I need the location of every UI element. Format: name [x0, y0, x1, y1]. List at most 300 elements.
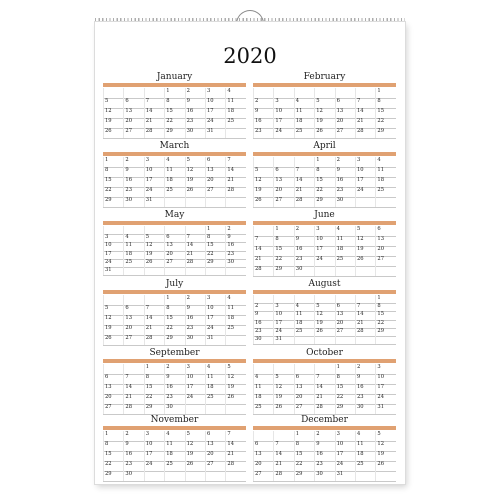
day-cell — [355, 266, 375, 276]
day-cell: 14 — [294, 177, 314, 187]
day-cell: 29 — [205, 259, 225, 267]
week-row — [253, 128, 396, 139]
day-cell: 23 — [355, 394, 375, 404]
day-cell: 22 — [164, 118, 184, 128]
day-cell: 21 — [355, 320, 375, 328]
day-cell: 6 — [103, 374, 123, 384]
day-cell: 16 — [225, 242, 245, 250]
day-cell: 4 — [253, 374, 273, 384]
month-december — [253, 415, 396, 480]
day-cell: 11 — [355, 441, 375, 451]
weekday-header-band — [253, 83, 396, 87]
day-cell: 27 — [103, 404, 123, 414]
day-cell: 21 — [273, 461, 293, 471]
day-cell — [123, 226, 143, 234]
day-cell: 18 — [375, 177, 395, 187]
day-cell: 6 — [335, 98, 355, 108]
day-cell: 29 — [375, 128, 395, 138]
day-cell: 5 — [355, 226, 375, 236]
day-cell: 26 — [314, 328, 334, 336]
month-november — [103, 415, 246, 480]
day-cell: 4 — [164, 157, 184, 167]
day-cell — [335, 336, 355, 344]
day-cell: 2 — [253, 98, 273, 108]
day-cell: 19 — [314, 320, 334, 328]
day-cell: 1 — [103, 431, 123, 441]
day-cell: 3 — [314, 226, 334, 236]
day-cell: 9 — [355, 374, 375, 384]
day-cell: 18 — [253, 394, 273, 404]
day-cell: 6 — [164, 234, 184, 242]
day-cell: 10 — [205, 98, 225, 108]
day-cell: 7 — [273, 441, 293, 451]
day-cell: 25 — [123, 259, 143, 267]
day-cell: 15 — [164, 108, 184, 118]
day-cell — [205, 471, 225, 481]
day-cell: 12 — [103, 108, 123, 118]
day-cell: 4 — [335, 226, 355, 236]
day-cell: 31 — [273, 336, 293, 344]
day-cell: 11 — [335, 236, 355, 246]
day-cell: 31 — [205, 128, 225, 138]
day-cell: 5 — [273, 374, 293, 384]
day-cell: 6 — [253, 441, 273, 451]
day-cell — [335, 88, 355, 98]
day-cell: 28 — [314, 404, 334, 414]
day-cell: 6 — [294, 374, 314, 384]
day-cell: 1 — [375, 295, 395, 303]
day-cell: 18 — [123, 251, 143, 259]
day-cell: 6 — [205, 431, 225, 441]
month-name: October — [306, 348, 343, 358]
day-cell: 26 — [314, 128, 334, 138]
week-row — [253, 197, 396, 208]
day-cell: 30 — [335, 197, 355, 207]
day-cell — [225, 128, 245, 138]
day-cell: 12 — [103, 315, 123, 325]
day-cell: 26 — [103, 128, 123, 138]
day-cell: 21 — [294, 187, 314, 197]
day-cell: 11 — [225, 98, 245, 108]
day-cell: 10 — [144, 167, 164, 177]
week-row — [103, 197, 246, 208]
day-cell: 5 — [314, 98, 334, 108]
day-cell: 9 — [225, 234, 245, 242]
day-cell: 14 — [314, 384, 334, 394]
day-cell: 3 — [205, 295, 225, 305]
weekday-header-band — [253, 152, 396, 156]
day-cell: 24 — [355, 187, 375, 197]
month-name: July — [165, 279, 184, 289]
day-cell — [355, 336, 375, 344]
day-cell: 23 — [294, 256, 314, 266]
day-cell — [123, 267, 143, 275]
day-cell: 19 — [253, 187, 273, 197]
day-cell: 7 — [144, 305, 164, 315]
day-cell: 12 — [314, 108, 334, 118]
day-cell: 26 — [253, 197, 273, 207]
day-cell: 13 — [273, 177, 293, 187]
day-cell: 1 — [164, 295, 184, 305]
day-cell: 20 — [273, 187, 293, 197]
day-cell: 3 — [103, 234, 123, 242]
day-cell: 4 — [294, 98, 314, 108]
month-april — [253, 141, 396, 206]
month-name: November — [150, 415, 199, 425]
day-cell: 18 — [225, 315, 245, 325]
day-cell: 27 — [375, 256, 395, 266]
month-name: September — [149, 348, 200, 358]
month-name: May — [164, 210, 185, 220]
day-cell: 21 — [185, 251, 205, 259]
day-cell: 16 — [294, 246, 314, 256]
day-cell: 27 — [273, 197, 293, 207]
year-title: 2020 — [223, 44, 277, 68]
day-cell: 16 — [123, 451, 143, 461]
day-cell: 18 — [164, 451, 184, 461]
day-cell: 13 — [164, 242, 184, 250]
day-cell: 4 — [355, 431, 375, 441]
day-cell: 23 — [253, 128, 273, 138]
day-cell: 8 — [205, 234, 225, 242]
day-cell — [185, 267, 205, 275]
day-cell — [314, 336, 334, 344]
day-cell — [273, 431, 293, 441]
day-cell: 4 — [375, 157, 395, 167]
day-cell: 29 — [335, 404, 355, 414]
day-cell: 27 — [335, 328, 355, 336]
day-cell: 20 — [253, 461, 273, 471]
day-cell: 31 — [335, 471, 355, 481]
day-cell — [185, 197, 205, 207]
day-cell — [103, 295, 123, 305]
month-august — [253, 279, 396, 344]
day-cell: 12 — [225, 374, 245, 384]
day-cell: 3 — [273, 98, 293, 108]
day-cell: 26 — [355, 256, 375, 266]
day-cell: 28 — [144, 128, 164, 138]
day-cell: 20 — [335, 320, 355, 328]
day-cell: 6 — [123, 98, 143, 108]
week-row — [253, 471, 396, 482]
day-cell: 29 — [314, 197, 334, 207]
day-cell — [185, 404, 205, 414]
day-cell: 2 — [164, 364, 184, 374]
day-cell: 11 — [123, 242, 143, 250]
day-cell — [253, 295, 273, 303]
week-row — [253, 404, 396, 415]
day-cell: 24 — [103, 259, 123, 267]
calendar-sheet — [95, 22, 405, 484]
day-cell: 9 — [185, 98, 205, 108]
day-cell: 20 — [335, 118, 355, 128]
day-cell: 4 — [294, 303, 314, 311]
day-cell: 10 — [185, 374, 205, 384]
day-cell: 10 — [273, 311, 293, 319]
day-cell: 11 — [164, 441, 184, 451]
day-cell: 8 — [375, 98, 395, 108]
day-cell: 5 — [103, 305, 123, 315]
day-cell: 15 — [164, 315, 184, 325]
day-cell: 23 — [253, 328, 273, 336]
day-cell — [294, 157, 314, 167]
month-name: January — [156, 72, 193, 82]
day-cell: 21 — [123, 394, 143, 404]
day-cell — [164, 226, 184, 234]
day-cell: 28 — [144, 335, 164, 345]
day-cell — [375, 197, 395, 207]
day-cell: 23 — [185, 325, 205, 335]
day-cell: 7 — [123, 374, 143, 384]
day-cell: 16 — [123, 177, 143, 187]
weekday-header-band — [103, 359, 246, 363]
day-cell: 23 — [185, 118, 205, 128]
day-cell: 15 — [294, 451, 314, 461]
day-cell: 13 — [335, 108, 355, 118]
day-cell — [294, 88, 314, 98]
day-cell: 5 — [375, 431, 395, 441]
day-cell — [144, 88, 164, 98]
day-cell: 29 — [103, 197, 123, 207]
week-row — [103, 267, 246, 276]
day-cell — [273, 295, 293, 303]
day-cell: 22 — [205, 251, 225, 259]
day-cell: 2 — [225, 226, 245, 234]
day-cell: 5 — [103, 98, 123, 108]
day-cell: 11 — [294, 108, 314, 118]
day-cell: 26 — [144, 259, 164, 267]
day-cell: 24 — [144, 461, 164, 471]
day-cell: 4 — [225, 295, 245, 305]
day-cell: 30 — [355, 404, 375, 414]
day-cell: 12 — [253, 177, 273, 187]
day-cell: 11 — [294, 311, 314, 319]
day-cell: 4 — [164, 431, 184, 441]
day-cell: 15 — [205, 242, 225, 250]
day-cell: 18 — [294, 320, 314, 328]
day-cell: 14 — [253, 246, 273, 256]
day-cell: 24 — [375, 394, 395, 404]
day-cell: 8 — [144, 374, 164, 384]
day-cell: 12 — [144, 242, 164, 250]
day-cell: 1 — [144, 364, 164, 374]
day-cell: 12 — [355, 236, 375, 246]
day-cell: 29 — [164, 335, 184, 345]
day-cell: 12 — [185, 441, 205, 451]
day-cell: 27 — [294, 404, 314, 414]
day-cell: 1 — [273, 226, 293, 236]
month-name: April — [313, 141, 336, 151]
day-cell: 25 — [164, 461, 184, 471]
day-cell: 17 — [103, 251, 123, 259]
day-cell: 9 — [253, 108, 273, 118]
day-cell: 19 — [103, 118, 123, 128]
day-cell: 21 — [144, 118, 164, 128]
day-cell: 5 — [185, 157, 205, 167]
day-cell — [273, 157, 293, 167]
day-cell: 7 — [144, 98, 164, 108]
day-cell: 9 — [253, 311, 273, 319]
month-may — [103, 210, 246, 275]
day-cell: 20 — [205, 451, 225, 461]
day-cell: 17 — [205, 108, 225, 118]
day-cell — [185, 471, 205, 481]
day-cell: 19 — [273, 394, 293, 404]
day-cell: 19 — [225, 384, 245, 394]
day-cell: 3 — [273, 303, 293, 311]
day-cell: 1 — [103, 157, 123, 167]
weekday-header-band — [253, 221, 396, 225]
day-cell: 7 — [355, 303, 375, 311]
day-cell: 25 — [205, 394, 225, 404]
day-cell: 8 — [335, 374, 355, 384]
day-cell: 1 — [314, 157, 334, 167]
day-cell: 20 — [123, 325, 143, 335]
day-cell: 29 — [294, 471, 314, 481]
day-cell: 22 — [103, 187, 123, 197]
day-cell — [144, 471, 164, 481]
day-cell: 13 — [123, 315, 143, 325]
day-cell: 3 — [375, 364, 395, 374]
day-cell: 25 — [335, 256, 355, 266]
day-cell — [103, 88, 123, 98]
day-cell: 26 — [225, 394, 245, 404]
day-cell: 20 — [294, 394, 314, 404]
day-cell: 27 — [123, 335, 143, 345]
day-cell: 14 — [355, 108, 375, 118]
weekday-header-band — [103, 426, 246, 430]
week-row — [103, 404, 246, 415]
day-cell: 14 — [355, 311, 375, 319]
day-cell: 31 — [103, 267, 123, 275]
day-cell: 14 — [225, 167, 245, 177]
day-cell: 21 — [225, 451, 245, 461]
day-cell — [314, 295, 334, 303]
day-cell: 7 — [355, 98, 375, 108]
day-cell: 5 — [225, 364, 245, 374]
day-cell: 14 — [144, 108, 164, 118]
month-july — [103, 279, 246, 344]
day-cell: 2 — [185, 88, 205, 98]
day-cell: 29 — [103, 471, 123, 481]
day-cell — [355, 295, 375, 303]
day-cell: 2 — [253, 303, 273, 311]
day-cell: 31 — [205, 335, 225, 345]
day-cell: 21 — [253, 256, 273, 266]
day-cell: 13 — [253, 451, 273, 461]
day-cell: 10 — [355, 167, 375, 177]
day-cell: 28 — [273, 471, 293, 481]
day-cell: 17 — [144, 177, 164, 187]
day-cell: 15 — [335, 384, 355, 394]
day-cell: 19 — [314, 118, 334, 128]
day-cell: 31 — [144, 197, 164, 207]
day-cell — [253, 431, 273, 441]
day-cell: 29 — [375, 328, 395, 336]
day-cell — [205, 404, 225, 414]
day-cell: 22 — [273, 256, 293, 266]
day-cell: 2 — [123, 431, 143, 441]
day-cell — [164, 197, 184, 207]
day-cell: 25 — [294, 128, 314, 138]
day-cell: 14 — [273, 451, 293, 461]
day-cell: 8 — [375, 303, 395, 311]
weekday-header-band — [103, 152, 246, 156]
day-cell: 23 — [225, 251, 245, 259]
month-name: February — [303, 72, 346, 82]
weekday-header-band — [103, 221, 246, 225]
day-cell: 25 — [225, 325, 245, 335]
month-september — [103, 348, 246, 413]
weekday-header-band — [103, 290, 246, 294]
day-cell: 21 — [314, 394, 334, 404]
day-cell: 14 — [123, 384, 143, 394]
day-cell — [185, 226, 205, 234]
day-cell: 11 — [164, 167, 184, 177]
day-cell: 30 — [294, 266, 314, 276]
month-june — [253, 210, 396, 275]
day-cell: 4 — [225, 88, 245, 98]
day-cell: 10 — [335, 441, 355, 451]
day-cell: 1 — [335, 364, 355, 374]
day-cell: 8 — [103, 167, 123, 177]
day-cell: 15 — [103, 177, 123, 187]
day-cell: 31 — [375, 404, 395, 414]
month-name: March — [159, 141, 190, 151]
day-cell: 22 — [335, 394, 355, 404]
day-cell — [253, 364, 273, 374]
day-cell — [294, 364, 314, 374]
month-name: June — [314, 210, 335, 220]
day-cell: 7 — [225, 157, 245, 167]
day-cell — [205, 197, 225, 207]
day-cell: 30 — [314, 471, 334, 481]
day-cell: 1 — [294, 431, 314, 441]
day-cell — [273, 364, 293, 374]
day-cell: 23 — [314, 461, 334, 471]
day-cell: 12 — [375, 441, 395, 451]
day-cell: 12 — [273, 384, 293, 394]
day-cell: 19 — [375, 451, 395, 461]
day-cell: 19 — [185, 451, 205, 461]
day-cell: 15 — [103, 451, 123, 461]
day-cell: 17 — [273, 118, 293, 128]
day-cell: 5 — [144, 234, 164, 242]
day-cell — [225, 335, 245, 345]
day-cell: 5 — [314, 303, 334, 311]
day-cell: 30 — [225, 259, 245, 267]
day-cell: 14 — [225, 441, 245, 451]
day-cell: 10 — [375, 374, 395, 384]
day-cell: 20 — [123, 118, 143, 128]
day-cell — [355, 88, 375, 98]
day-cell: 19 — [103, 325, 123, 335]
month-name: December — [301, 415, 348, 425]
day-cell: 23 — [123, 461, 143, 471]
day-cell: 29 — [144, 404, 164, 414]
day-cell — [225, 197, 245, 207]
day-cell: 25 — [375, 187, 395, 197]
day-cell: 15 — [375, 108, 395, 118]
day-cell: 9 — [185, 305, 205, 315]
day-cell: 16 — [164, 384, 184, 394]
day-cell: 26 — [273, 404, 293, 414]
day-cell: 10 — [314, 236, 334, 246]
month-february — [253, 72, 396, 137]
week-row — [253, 266, 396, 277]
day-cell: 18 — [225, 108, 245, 118]
day-cell — [253, 226, 273, 236]
